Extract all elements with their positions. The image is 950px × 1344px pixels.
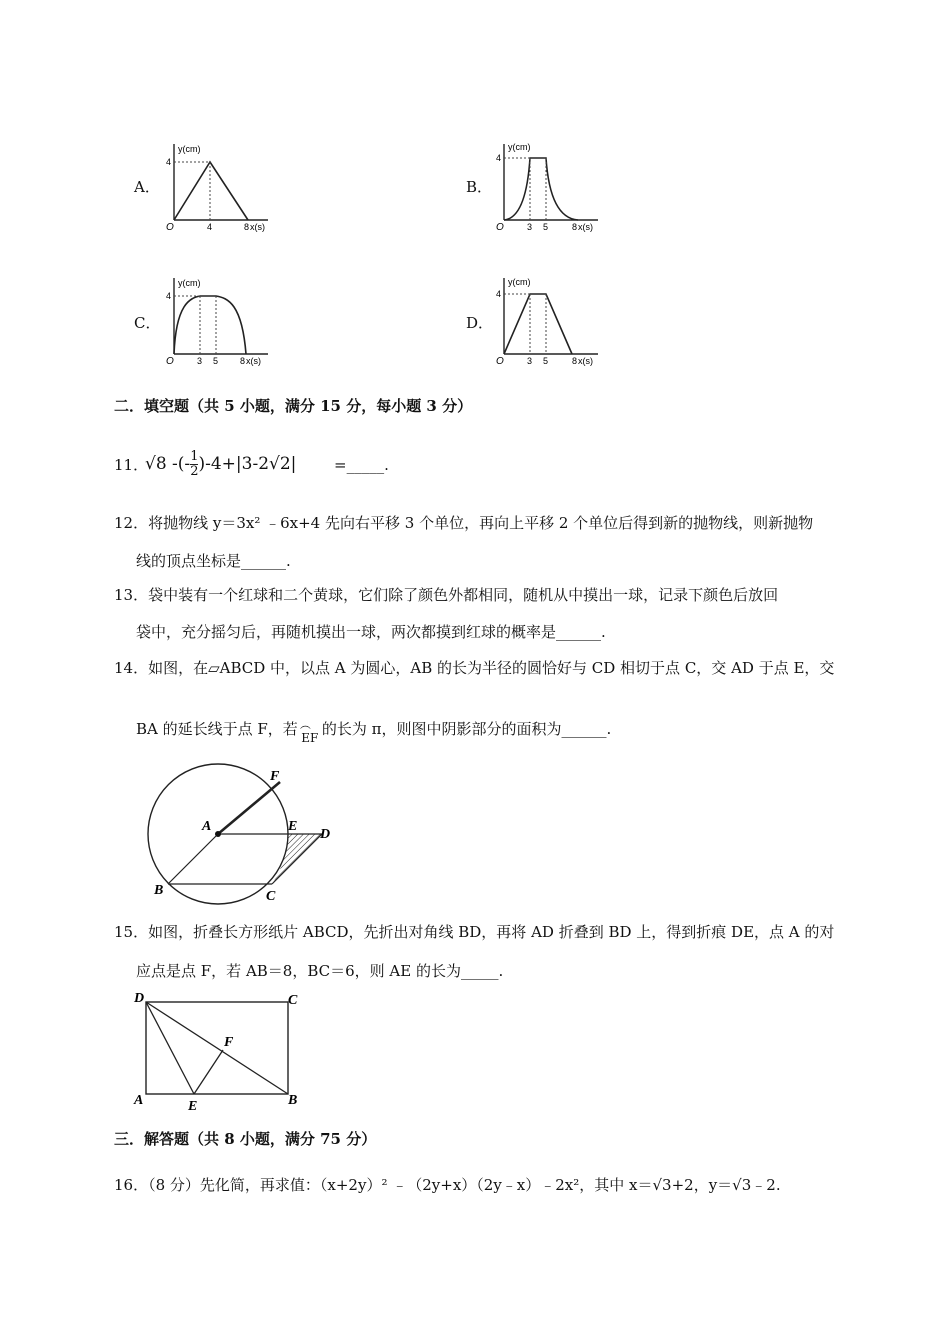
q14-figure <box>134 760 336 912</box>
svg-text:3: 3 <box>527 222 533 232</box>
q15-line1: 15．如图，折叠长方形纸片 ABCD，先折出对角线 BD，再将 AD 折叠到 BD 上，得到折痕 DE，点 A 的对 <box>114 923 835 941</box>
q11-expression: √8 -(- $\frac{1}{2}$ )-4+|3-2√2| <box>145 449 297 479</box>
svg-text:8: 8 <box>572 222 578 232</box>
svg-text:5: 5 <box>213 356 219 366</box>
option-c-graph <box>162 274 274 376</box>
svg-text:y(cm): y(cm) <box>508 277 531 287</box>
svg-text:4: 4 <box>496 289 502 299</box>
q14-line2: BA 的延长线于点 F，若 ︵ $_{EF}$ 的长为 π，则图中阴影部分的面积为______. <box>136 718 612 745</box>
svg-text:y(cm): y(cm) <box>508 142 531 152</box>
svg-text:O: O <box>166 356 174 367</box>
svg-text:x(s): x(s) <box>578 356 593 366</box>
option-b-label: B． <box>466 178 493 196</box>
svg-text:4: 4 <box>166 291 172 301</box>
svg-text:O: O <box>496 222 504 233</box>
q12-line1: 12．将抛物线 y＝3x² ﹣6x+4 先向右平移 3 个单位，再向上平移 2 个单位后得到新的抛物线，则新抛物 <box>114 514 814 532</box>
svg-text:3: 3 <box>197 356 203 366</box>
q13-line1: 13．袋中装有一个红球和二个黄球，它们除了颜色外都相同，随机从中摸出一球，记录下颜色后放回 <box>114 586 779 604</box>
svg-text:E: E <box>188 1099 198 1114</box>
svg-text:O: O <box>496 356 504 367</box>
svg-text:4: 4 <box>496 153 502 163</box>
svg-text:8: 8 <box>572 356 578 366</box>
svg-text:5: 5 <box>543 222 549 232</box>
svg-text:A: A <box>134 1093 144 1108</box>
q15-figure <box>132 988 312 1120</box>
option-a-graph <box>162 140 274 240</box>
svg-text:4: 4 <box>207 222 213 232</box>
option-b-graph <box>492 140 604 240</box>
svg-text:B: B <box>154 883 164 898</box>
svg-text:8: 8 <box>240 356 246 366</box>
svg-text:y(cm): y(cm) <box>178 278 201 288</box>
section-3-title: 三．解答题（共 8 小题，满分 75 分） <box>114 1130 377 1148</box>
svg-text:A: A <box>202 819 212 834</box>
svg-text:8: 8 <box>244 222 250 232</box>
option-c-label: C． <box>134 314 161 332</box>
section-2-title: 二．填空题（共 5 小题，满分 15 分，每小题 3 分） <box>114 397 473 415</box>
svg-text:x(s): x(s) <box>246 356 261 366</box>
q15-line2: 应点是点 F，若 AB＝8，BC＝6，则 AE 的长为_____. <box>136 962 504 980</box>
q11-number: 11． <box>114 456 149 474</box>
option-d-label: D． <box>466 314 494 332</box>
svg-text:x(s): x(s) <box>578 222 593 232</box>
svg-text:D: D <box>320 827 331 842</box>
svg-text:F: F <box>270 769 280 784</box>
svg-text:C: C <box>266 889 276 904</box>
svg-text:3: 3 <box>527 356 533 366</box>
svg-text:4: 4 <box>166 157 172 167</box>
q16-text: 16．（8 分）先化简，再求值：（x+2y）² ﹣（2y+x）（2y﹣x）﹣2x²，其中 x＝√3+2，y＝√3﹣2. <box>114 1176 781 1194</box>
svg-text:5: 5 <box>543 356 549 366</box>
q11-tail: =_____. <box>334 456 389 474</box>
q13-line2: 袋中，充分摇匀后，再随机摸出一球，两次都摸到红球的概率是______. <box>136 623 606 641</box>
option-a-label: A． <box>134 178 160 196</box>
svg-text:E: E <box>288 819 298 834</box>
svg-text:F: F <box>224 1035 234 1050</box>
svg-text:D: D <box>134 991 145 1006</box>
q12-line2: 线的顶点坐标是______. <box>136 552 291 570</box>
svg-text:O: O <box>166 222 174 233</box>
svg-text:B: B <box>288 1093 298 1108</box>
y-axis-label: y(cm) <box>178 144 201 154</box>
svg-text:x(s): x(s) <box>250 222 265 232</box>
option-d-graph <box>492 274 604 374</box>
q14-line1: 14．如图，在▱ABCD 中，以点 A 为圆心，AB 的长为半径的圆恰好与 CD 相切于点 C，交 AD 于点 E，交 <box>114 659 835 677</box>
svg-text:C: C <box>288 993 298 1008</box>
